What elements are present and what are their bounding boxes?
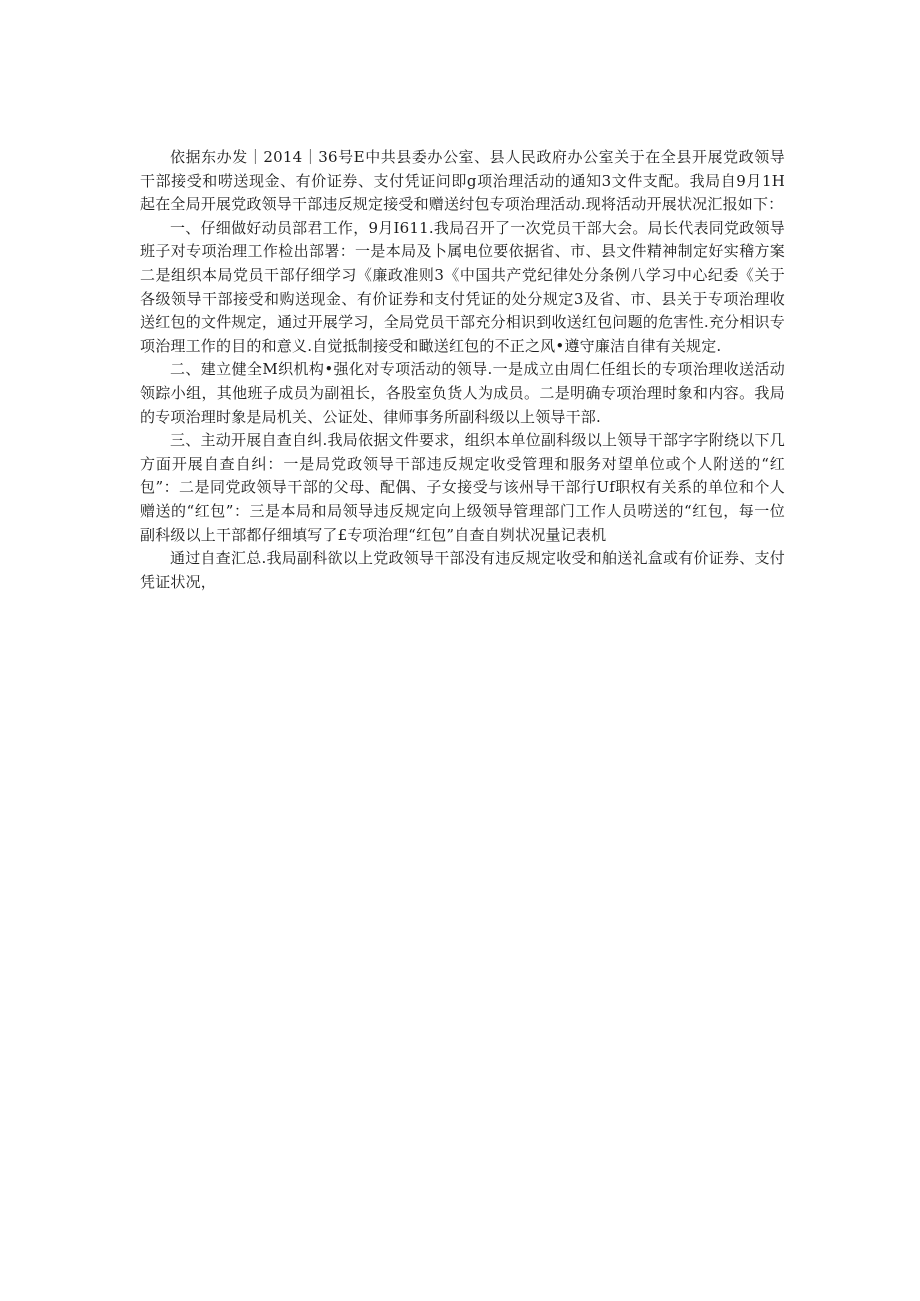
paragraph-summary: 通过自查汇总.我局副科欲以上党政领导干部没有违反规定收受和舶送礼盒或有价证券、支付凭证状况，	[140, 549, 785, 591]
paragraph-section-2: 二、建立健全M织机构•强化对专项活动的领导.一是成立由周仁任组长的专项治理收送活动领踪小组，其他班子成员为副祖长，各股室负货人为成员。二是明确专项治理时象和内容。我局的专项治理时象是局机关、公证处、律师事务所副科级以上领导干部.	[140, 360, 785, 426]
paragraph-intro: 依据东办发｜2014｜36号E中共县委办公室、县人民政府办公室关于在全县开展党政领导干部接受和唠送现金、有价证券、支付凭证问即g项治理活动的通知3文件支配。我局自9月1H起在全局开展党政领导干部违反规定接受和赠送纣包专项治理活动.现将活动开展状况汇报如下：	[140, 148, 785, 214]
paragraph-section-1: 一、仔细做好动员部君工作，9月I611.我局召开了一次党员干部大会。局长代表同党政领导班子对专项治理工作检出部署：一是本局及卜属电位要依据省、市、县文件精神制定好实稽方案 二是组织本局党员干部仔细学习《廉政准则3《中国共产党纪律处分条例八学习中心纪委《关于各级领导干部接受和购送现金、有价证券和支付凭证的处分规定3及省、市、县关于专项治理收送红包的文件规定，通过开展学习，全局党员干部充分相识到收送红包问题的危害性.充分相识专项治理工作的目的和意义.自觉抵制接受和瞰送红包的不正之风•遵守廉洁自律有关规定.	[140, 218, 785, 355]
paragraph-section-3: 三、主动开展自查自纠.我局依据文件要求，组织本单位副科级以上领导干部字字附绕以下几方面开展自查自纠：一是局党政领导干部违反规定收受管理和服务对望单位或个人附送的“红包”：二是同党政领导干部的父母、配偶、子女接受与该州导干部行Uf职权有关系的单位和个人赠送的“红包”：三是本局和局领导违反规定向上级领导管理部门工作人员唠送的“红包，每一位副科级以上干部都仔细填写了£专项治理“红包”自查自刿状况量记表机	[140, 431, 785, 544]
document-body	[140, 146, 785, 594]
